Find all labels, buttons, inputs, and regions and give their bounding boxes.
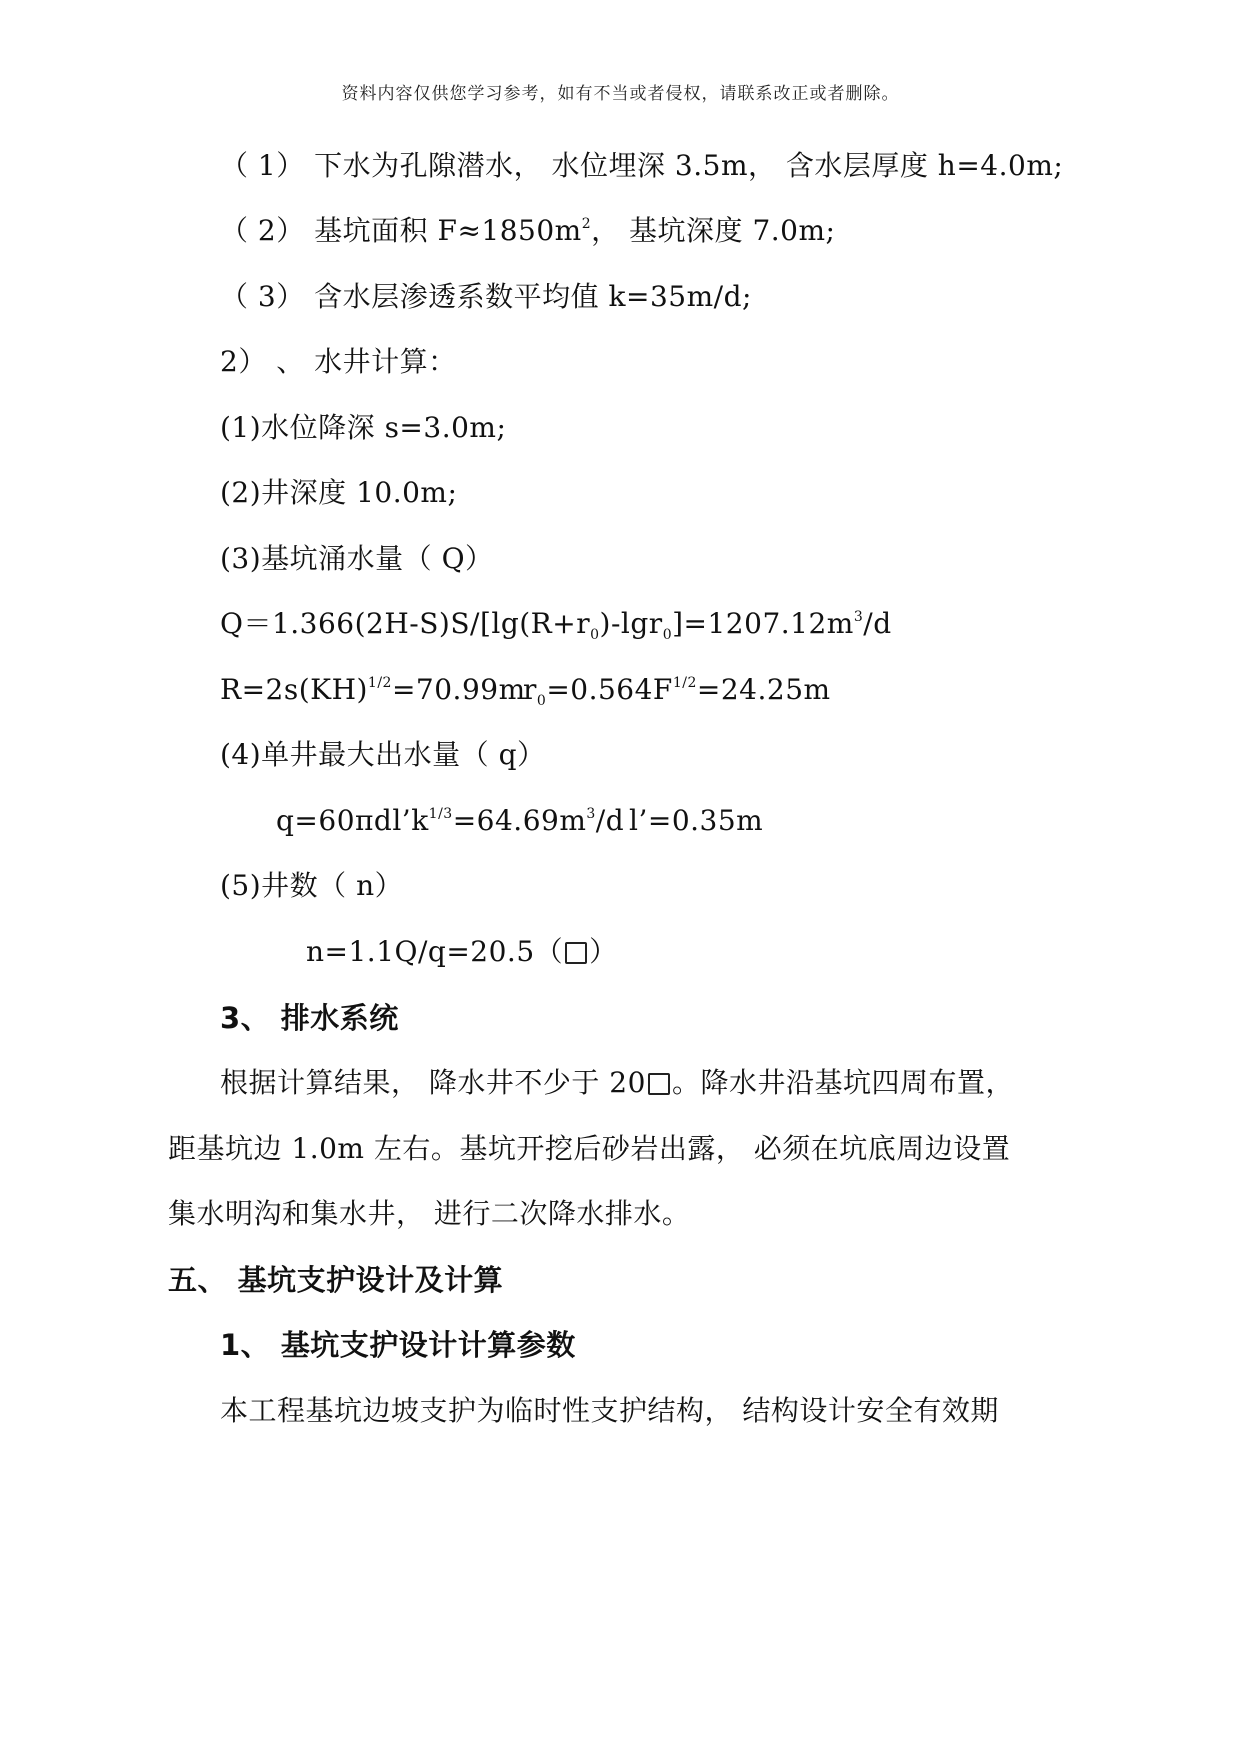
formula-r-sup-2: 1/2 [672, 675, 697, 691]
formula-r-part-4: =0.564F [546, 673, 673, 706]
formula-q-part-4: /d [863, 607, 892, 640]
section-5-subheading-1: 1、 基坑支护设计计算参数 [220, 1328, 576, 1362]
page-header-disclaimer: 资料内容仅供您学习参考，如有不当或者侵权，请联系改正或者删除。 [341, 84, 900, 104]
formula-q-single-part-3: /d [595, 804, 625, 837]
well-calc-item-3: (3)基坑涌水量（ Q） [220, 542, 494, 575]
formula-q-single-sup-1: 1/3 [428, 806, 453, 822]
formula-r-part-3: r [523, 673, 537, 706]
formula-q-part-3: ]=1207.12m [672, 607, 854, 640]
missing-glyph-box-icon [565, 942, 587, 964]
formula-r-part-2: =70.99m [391, 673, 526, 706]
drainage-paragraph-line-3: 集水明沟和集水井， 进行二次降水排水。 [168, 1197, 691, 1230]
condition-3 [220, 277, 752, 317]
condition-2 [220, 211, 835, 251]
formula-n [306, 932, 618, 972]
formula-r-sub: 0 [536, 693, 547, 709]
formula-r-part-1: R=2s(KH) [220, 673, 368, 706]
well-calc-item-4: (4)单井最大出水量（ q） [220, 738, 546, 771]
drainage-paragraph-line-2: 距基坑边 1.0m 左右。基坑开挖后砂岩出露， 必须在坑底周边设置 [168, 1132, 1011, 1165]
condition-2-text: 基坑面积 F≈1850m [314, 214, 582, 247]
condition-1-text: 下水为孔隙潜水， 水位埋深 3.5m， 含水层厚度 h=4.0m; [314, 149, 1064, 182]
drainage-heading: 3、 排水系统 [220, 1001, 399, 1035]
condition-3-text: 含水层渗透系数平均值 k=35m/d; [314, 280, 752, 313]
formula-q-sub-2: 0 [662, 627, 673, 643]
formula-r-part-5: =24.25m [696, 673, 831, 706]
well-calc-item-5: (5)井数（ n） [220, 869, 404, 902]
drainage-paragraph-line-1 [220, 1063, 1014, 1103]
well-calc-title: 2） 、 水井计算： [220, 345, 457, 378]
formula-r [220, 670, 526, 710]
formula-q [220, 604, 892, 644]
formula-n-part-2: ） [589, 935, 618, 968]
formula-q-sub-1: 0 [590, 627, 600, 643]
condition-2-prefix: （ 2） [220, 214, 315, 247]
formula-q-single-part-1: q=60πdl’k [276, 804, 429, 837]
formula-q-single [276, 801, 624, 841]
formula-r-sup-1: 1/2 [367, 675, 392, 691]
well-calc-item-1: (1)水位降深 s=3.0m; [220, 411, 507, 444]
formula-r0 [523, 670, 831, 710]
formula-q-single-sup-2: 3 [586, 806, 596, 822]
drainage-line-1-a: 根据计算结果， 降水井不少于 20 [220, 1066, 646, 1099]
missing-glyph-box-icon [648, 1073, 670, 1095]
condition-1-prefix: （ 1） [220, 149, 315, 182]
section-5-heading: 五、 基坑支护设计及计算 [168, 1263, 504, 1297]
condition-2-after: ， 基坑深度 7.0m; [591, 214, 836, 247]
condition-1 [220, 146, 1063, 186]
drainage-line-1-b: 。降水井沿基坑四周布置， [671, 1066, 1014, 1099]
formula-l-prime: l’=0.35m [629, 804, 764, 837]
well-calc-item-2: (2)井深度 10.0m; [220, 476, 458, 509]
condition-3-prefix: （ 3） [220, 280, 315, 313]
formula-q-sup: 3 [853, 609, 864, 625]
formula-q-part-2: )-lgr [599, 607, 663, 640]
formula-q-part-1: Q＝1.366(2H-S)S/[lg(R+r [220, 607, 591, 640]
section-5-paragraph-line-1: 本工程基坑边坡支护为临时性支护结构， 结构设计安全有效期 [220, 1394, 999, 1427]
condition-2-superscript: 2 [581, 216, 592, 232]
formula-n-part-1: n=1.1Q/q=20.5（ [306, 935, 564, 968]
formula-q-single-part-2: =64.69m [452, 804, 587, 837]
